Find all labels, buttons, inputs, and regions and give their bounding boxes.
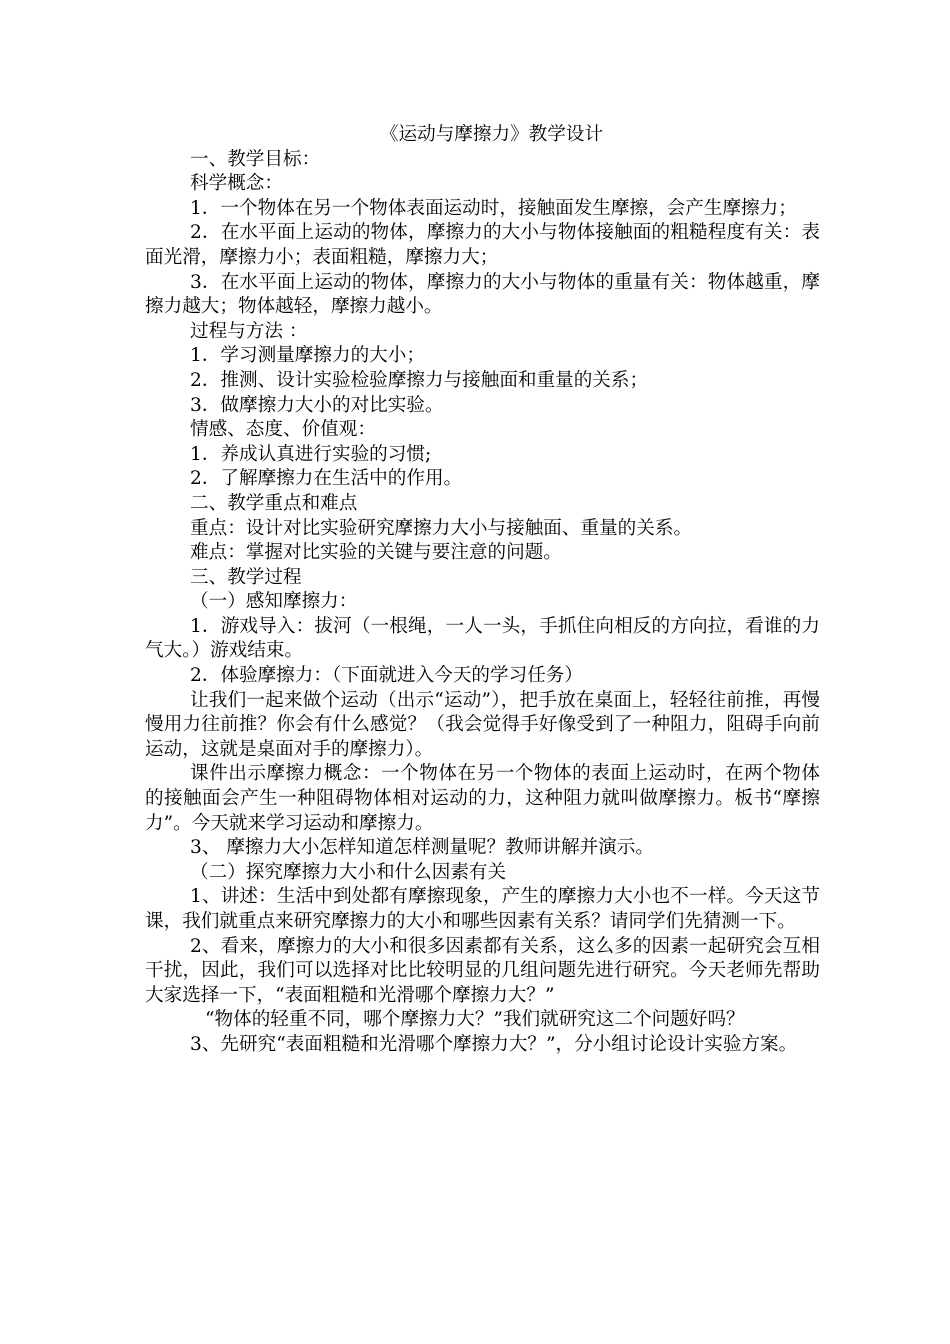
paragraph: 2．体验摩擦力：（下面就进入今天的学习任务）: [190, 665, 583, 687]
paragraph: 1．一个物体在另一个物体表面运动时，接触面发生摩擦，会产生摩擦力；: [190, 197, 797, 219]
paragraph: 3、 摩擦力大小怎样知道怎样测量呢？教师讲解并演示。: [190, 837, 654, 859]
paragraph: “物体的轻重不同，哪个摩擦力大？”我们就研究这二个问题好吗？: [205, 1009, 745, 1031]
paragraph: 3．做摩擦力大小的对比实验。: [190, 394, 444, 416]
paragraph: 3、先研究“表面粗糙和光滑哪个摩擦力大？”，分小组讨论设计实验方案。: [190, 1033, 798, 1055]
subheading-explore: （二）探究摩擦力大小和什么因素有关: [190, 861, 507, 883]
subheading-concepts: 科学概念：: [190, 173, 283, 195]
document-title: 《运动与摩擦力》教学设计: [379, 124, 604, 145]
document-body: [145, 123, 820, 1058]
paragraph: 让我们一起来做个运动（出示“运动”），把手放在桌面上，轻轻往前推，再慢慢用力往前推？你会有什么感觉？（我会觉得手好像受到了一种阻力，阻碍手向前运动，这就是桌面对手的摩擦力）。: [145, 689, 820, 760]
section-heading-key-points: 二、教学重点和难点: [190, 492, 358, 514]
paragraph: 2．了解摩擦力在生活中的作用。: [190, 468, 463, 490]
paragraph: 难点：掌握对比实验的关键与要注意的问题。: [190, 542, 562, 564]
paragraph: 2．推测、设计实验检验摩擦力与接触面和重量的关系；: [190, 369, 649, 391]
subheading-perceive: （一）感知摩擦力：: [190, 591, 358, 613]
paragraph: 2．在水平面上运动的物体，摩擦力的大小与物体接触面的粗糙程度有关：表面光滑，摩擦力小；表面粗糙，摩擦力大；: [145, 222, 820, 268]
section-heading-goals: 一、教学目标：: [190, 148, 321, 170]
paragraph: 课件出示摩擦力概念：一个物体在另一个物体的表面上运动时，在两个物体的接触面会产生一种阻碍物体相对运动的力，这种阻力就叫做摩擦力。板书“摩擦力”。今天就来学习运动和摩擦力。: [145, 763, 820, 834]
section-heading-process: 三、教学过程: [190, 566, 302, 588]
paragraph: 1．学习测量摩擦力的大小；: [190, 345, 425, 367]
paragraph: 1．游戏导入：拔河（一根绳，一人一头，手抓住向相反的方向拉，看谁的力气大。）游戏结束。: [145, 615, 820, 662]
paragraph: 重点：设计对比实验研究摩擦力大小与接触面、重量的关系。: [190, 517, 693, 539]
paragraph: 1、讲述：生活中到处都有摩擦现象，产生的摩擦力大小也不一样。今天这节课，我们就重点来研究摩擦力的大小和哪些因素有关系？请同学们先猜测一下。: [145, 886, 820, 932]
paragraph: 1．养成认真进行实验的习惯;: [190, 443, 432, 465]
paragraph: 2、看来，摩擦力的大小和很多因素都有关系，这么多的因素一起研究会互相干扰，因此，我们可以选择对比比较明显的几组问题先进行研究。今天老师先帮助大家选择一下，“表面粗糙和光滑哪个摩擦力大？”: [145, 935, 820, 1006]
paragraph: 3．在水平面上运动的物体，摩擦力的大小与物体的重量有关：物体越重，摩擦力越大；物体越轻，摩擦力越小。: [145, 271, 820, 318]
subheading-attitude: 情感、态度、价值观：: [190, 419, 376, 441]
subheading-process: 过程与方法 ：: [190, 320, 308, 342]
